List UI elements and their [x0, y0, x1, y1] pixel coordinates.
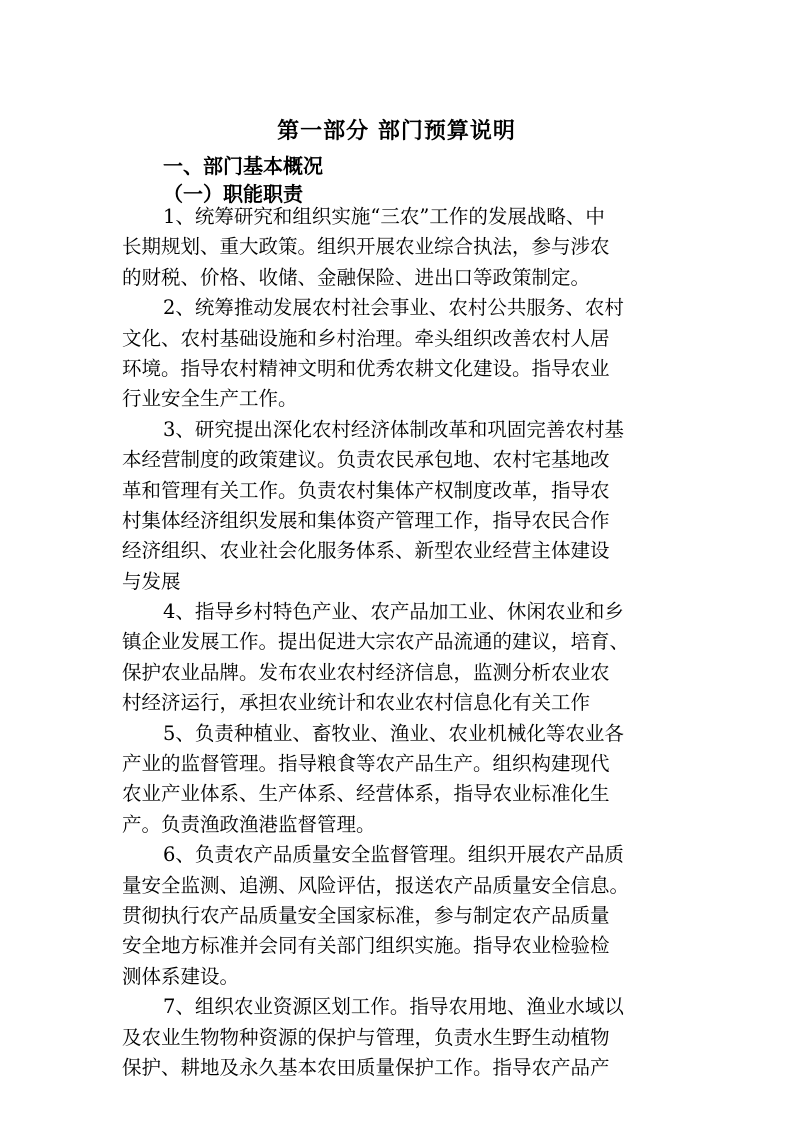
text-line: 村集体经济组织发展和集体资产管理工作，指导农民合作 [122, 508, 610, 532]
text-line: 5、负责种植业、畜牧业、渔业、农业机械化等农业各 [163, 721, 624, 745]
paragraph-4 [122, 597, 677, 719]
paragraph-3 [122, 415, 677, 597]
text-line: 保护、耕地及永久基本农田质量保护工作。指导农产品产 [122, 1055, 610, 1079]
text-line: 本经营制度的政策建议。负责农民承包地、农村宅基地改 [122, 448, 610, 472]
paragraph-5 [122, 719, 677, 841]
text-line: 革和管理有关工作。负责农村集体产权制度改革，指导农 [122, 478, 610, 502]
section-heading: 一、部门基本概况 [163, 154, 323, 178]
text-line: 经济组织、农业社会化服务体系、新型农业经营主体建设 [122, 539, 610, 563]
text-line: 产。负责渔政渔港监督管理。 [122, 812, 376, 836]
text-line: 6、负责农产品质量安全监督管理。组织开展农产品质 [163, 843, 624, 867]
text-line: 保护农业品牌。发布农业农村经济信息，监测分析农业农 [122, 660, 610, 684]
text-line: 行业安全生产工作。 [122, 387, 298, 411]
text-line: 村经济运行，承担农业统计和农业农村信息化有关工作 [122, 691, 591, 715]
text-line: 及农业生物物种资源的保护与管理，负责水生野生动植物 [122, 1025, 610, 1049]
text-line: 7、组织农业资源区划工作。指导农用地、渔业水域以 [163, 995, 624, 1019]
text-line: 环境。指导农村精神文明和优秀农耕文化建设。指导农业 [122, 356, 610, 380]
body-text [122, 202, 677, 1083]
text-line: 文化、农村基础设施和乡村治理。牵头组织改善农村人居 [122, 326, 610, 350]
text-line: 的财税、价格、收储、金融保险、进出口等政策制定。 [122, 265, 591, 289]
text-line: 3、研究提出深化农村经济体制改革和巩固完善农村基 [163, 417, 624, 441]
page-title: 第一部分 部门预算说明 [277, 119, 516, 144]
text-line: 农业产业体系、生产体系、经营体系，指导农业标准化生 [122, 782, 610, 806]
paragraph-6 [122, 840, 677, 992]
text-line: 测体系建设。 [122, 964, 240, 988]
text-line: 1、统筹研究和组织实施“三农”工作的发展战略、中 [163, 205, 605, 228]
text-line: 2、统筹推动发展农村社会事业、农村公共服务、农村 [163, 296, 624, 320]
text-line: 镇企业发展工作。提出促进大宗农产品流通的建议，培育、 [122, 630, 630, 654]
text-line: 4、指导乡村特色产业、农产品加工业、休闲农业和乡 [163, 600, 624, 624]
subsection-heading: （一）职能职责 [163, 182, 303, 206]
paragraph-1 [122, 202, 677, 293]
text-line: 产业的监督管理。指导粮食等农产品生产。组织构建现代 [122, 752, 610, 776]
text-line: 贯彻执行农产品质量安全国家标准，参与制定农产品质量 [122, 903, 610, 927]
text-line: 与发展 [122, 569, 181, 593]
text-line: 长期规划、重大政策。组织开展农业综合执法，参与涉农 [122, 235, 610, 259]
text-line: 安全地方标准并会同有关部门组织实施。指导农业检验检 [122, 934, 610, 958]
paragraph-7 [122, 992, 677, 1083]
text-line: 量安全监测、追溯、风险评估，报送农产品质量安全信息。 [122, 873, 630, 897]
paragraph-2 [122, 293, 677, 415]
